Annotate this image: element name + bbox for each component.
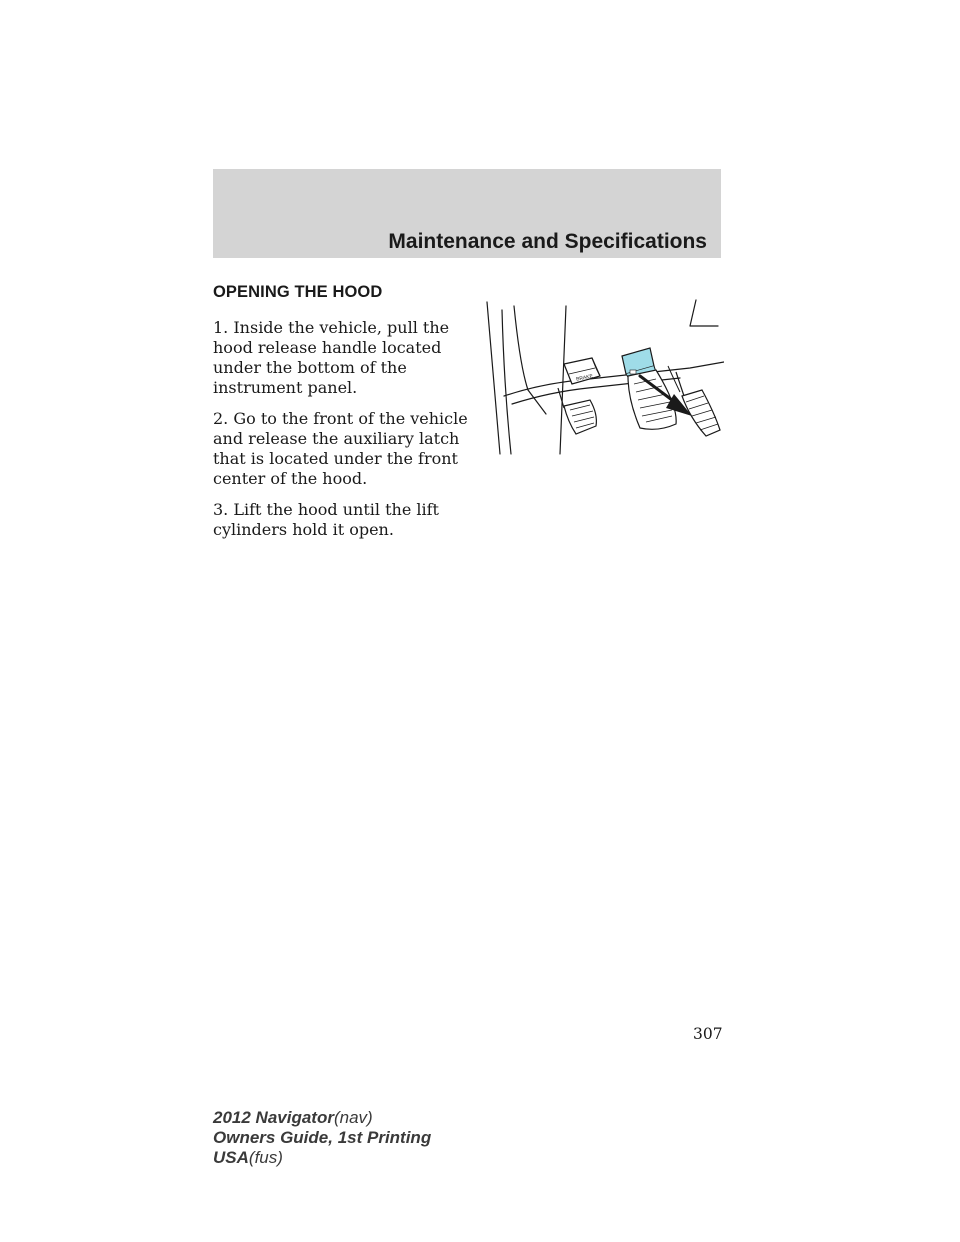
document-footer (213, 1108, 431, 1168)
brake-label: BRAKE (575, 373, 594, 383)
footer-line-3 (213, 1148, 431, 1168)
footer-market-code: (fus) (248, 1148, 283, 1167)
footer-line-2 (213, 1128, 431, 1148)
section-header-title: Maintenance and Specifications (388, 230, 707, 253)
brake-pedal-icon (558, 388, 596, 434)
footer-guide: Owners Guide, 1st Printing (213, 1128, 432, 1147)
section-header-band (213, 169, 721, 258)
brake-release-box-icon (564, 358, 600, 384)
hood-release-illustration (480, 296, 724, 458)
step-2: 2. Go to the front of the vehicle and release the auxiliary latch that is located under the front center of the hood. (213, 409, 468, 488)
instruction-steps (213, 318, 475, 551)
step-3: 3. Lift the hood until the lift cylinders hold it open. (213, 500, 439, 539)
footer-line-1 (213, 1108, 431, 1128)
page-number: 307 (693, 1025, 723, 1043)
section-heading: OPENING THE HOOD (213, 283, 383, 301)
step-1: 1. Inside the vehicle, pull the hood release handle located under the bottom of the instrument panel. (213, 318, 450, 397)
footer-market: USA (213, 1148, 249, 1167)
footer-model-code: (nav) (333, 1108, 373, 1127)
footer-model: 2012 Navigator (213, 1108, 334, 1127)
